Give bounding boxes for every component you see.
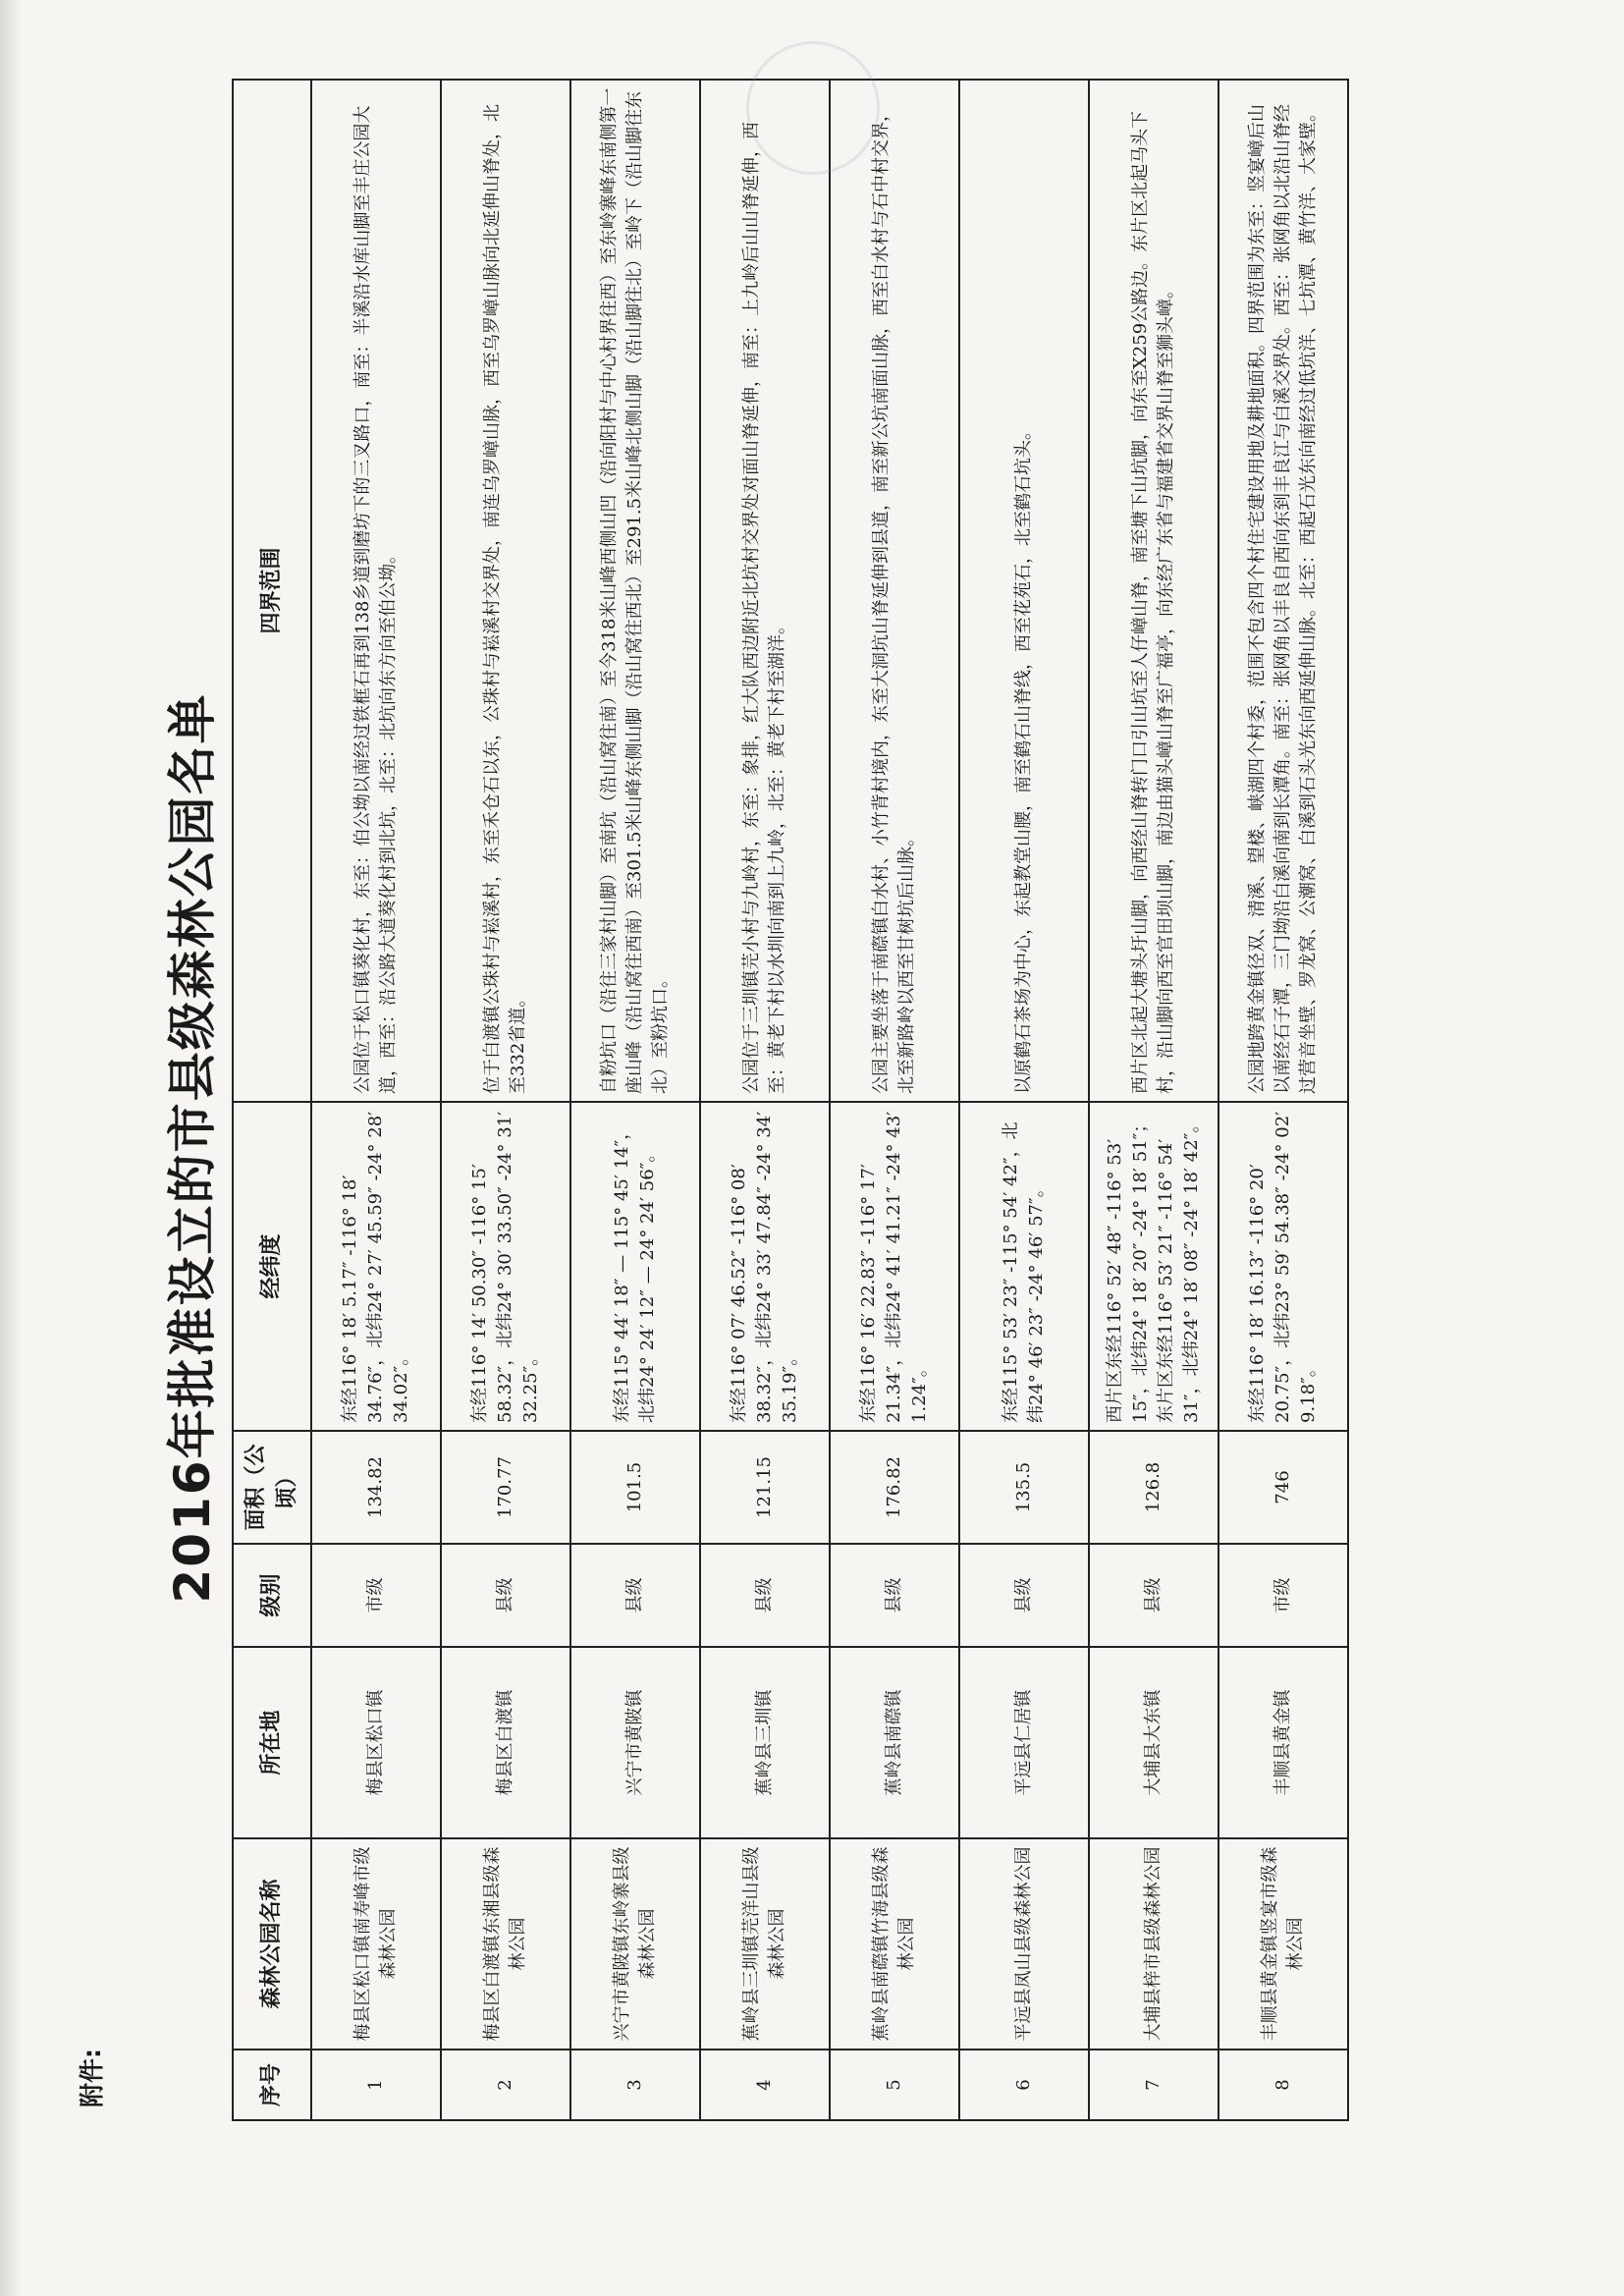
cell-area: 121.15 xyxy=(700,1431,830,1544)
cell-no: 5 xyxy=(830,2050,959,2120)
cell-name: 丰顺县黄金镇竖宴市级森林公园 xyxy=(1218,1838,1348,2050)
cell-location: 蕉岭县南磜镇 xyxy=(830,1647,959,1838)
cell-coords: 东经116° 18′ 5.17″ -116° 18′ 34.76″，北纬24° 27′ 45.59″ -24° 28′ 34.02″。 xyxy=(311,1102,441,1431)
cell-area: 176.82 xyxy=(830,1431,959,1544)
cell-boundary: 公园位于松口镇葵化村，东至：伯公坳以南经过铁框石再到138乡道到磨坊下的三叉路口，南至：半溪沿水库山脚至丰庄公园大道，西至：沿公路大道葵化村到北坑，北至：北坑向东方向至伯公坳。 xyxy=(311,80,441,1102)
cell-no: 6 xyxy=(959,2050,1089,2120)
cell-boundary: 以原鹤石茶场为中心，东起教堂山腰，南至鹤石山脊线，西至花苑石，北至鹤石坑头。 xyxy=(959,80,1089,1102)
cell-boundary: 自粉坑口（沿往三家村山脚）至南坑（沿山窝往南）至今318米山峰西侧山凹（沿向阳村与中心村界往西）至东岭寨峰东南侧第一座山峰（沿山窝往西南）至301.5米山峰东侧山脚（沿山窝往西北）至291.5米山峰北侧山脚（沿山脚往北）至岭下（沿山脚往东北）至粉坑口。 xyxy=(570,80,700,1102)
cell-location: 大埔县大东镇 xyxy=(1089,1647,1218,1838)
cell-coords: 东经116° 18′ 16.13″ -116° 20′ 20.75″，北纬23° 59′ 54.38″ -24° 02′ 9.18″。 xyxy=(1218,1102,1348,1431)
table-row xyxy=(570,80,700,2120)
faint-seal-mark xyxy=(746,41,880,175)
cell-location: 蕉岭县三圳镇 xyxy=(700,1647,830,1838)
cell-level: 县级 xyxy=(700,1544,830,1647)
table-row xyxy=(311,80,441,2120)
cell-no: 2 xyxy=(441,2050,570,2120)
cell-level: 县级 xyxy=(830,1544,959,1647)
document-title: 2016年批准设立的市县级森林公园名单 xyxy=(164,692,221,1604)
cell-area: 170.77 xyxy=(441,1431,570,1544)
cell-coords: 东经116° 07′ 46.52″ -116° 08′ 38.32″，北纬24° 33′ 47.84″ -24° 34′ 35.19″。 xyxy=(700,1102,830,1431)
cell-location: 梅县区白渡镇 xyxy=(441,1647,570,1838)
header-coords: 经纬度 xyxy=(233,1102,311,1431)
cell-location: 丰顺县黄金镇 xyxy=(1218,1647,1348,1838)
cell-no: 8 xyxy=(1218,2050,1348,2120)
cell-location: 平远县仁居镇 xyxy=(959,1647,1089,1838)
table-row xyxy=(1089,80,1218,2120)
cell-name: 梅县区白渡镇东湘县级森林公园 xyxy=(441,1838,570,2050)
cell-name: 大埔县梓市县级森林公园 xyxy=(1089,1838,1218,2050)
cell-area: 101.5 xyxy=(570,1431,700,1544)
cell-boundary: 公园地跨黄金镇径双、清溪、望楼、峡湖四个村委，范围不包含四个村住宅建设用地及耕地面积。四界范围为东至：竖宴嶂后山以南经石子潭，三门坳沿白溪向南到长潭角。南至：张网角以丰良自西向东到丰良江与白溪交界处。西至：张网角以北沿山脊经过营音坐壁、罗龙窝、公潮窝、白溪到石头光东向西延伸山脉。北至：西起石光东向南经过低坑洋、七坑潭、黄竹洋、大家壁。 xyxy=(1218,80,1348,1102)
cell-name: 蕉岭县三圳镇芫洋山县级森林公园 xyxy=(700,1838,830,2050)
cell-name: 兴宁市黄陂镇东岭寨县级森林公园 xyxy=(570,1838,700,2050)
cell-name: 蕉岭县南磜镇竹海县级森林公园 xyxy=(830,1838,959,2050)
cell-level: 市级 xyxy=(1218,1544,1348,1647)
header-no: 序号 xyxy=(233,2050,311,2120)
cell-coords: 东经115° 44′ 18″ — 115° 45′ 14″，北纬24° 24′ 12″ — 24° 24′ 56″。 xyxy=(570,1102,700,1431)
table-row xyxy=(959,80,1089,2120)
cell-name: 梅县区松口镇南寿峰市级森林公园 xyxy=(311,1838,441,2050)
cell-level: 县级 xyxy=(441,1544,570,1647)
header-location: 所在地 xyxy=(233,1647,311,1838)
cell-area: 134.82 xyxy=(311,1431,441,1544)
header-boundary: 四界范围 xyxy=(233,80,311,1102)
cell-no: 1 xyxy=(311,2050,441,2120)
cell-location: 梅县区松口镇 xyxy=(311,1647,441,1838)
table-row xyxy=(700,80,830,2120)
cell-level: 县级 xyxy=(1089,1544,1218,1647)
header-name: 森林公园名称 xyxy=(233,1838,311,2050)
cell-no: 4 xyxy=(700,2050,830,2120)
header-level: 级别 xyxy=(233,1544,311,1647)
cell-area: 126.8 xyxy=(1089,1431,1218,1544)
attachment-label: 附件: xyxy=(78,2049,106,2107)
table-row xyxy=(441,80,570,2120)
table-header-row xyxy=(233,80,311,2120)
cell-location: 兴宁市黄陂镇 xyxy=(570,1647,700,1838)
cell-level: 县级 xyxy=(570,1544,700,1647)
cell-boundary: 公园主要坐落于南磜镇白水村、小竹背村境内，东至大洞坑山脊延伸到县道，南至新公坑南面山脉，西至白水村与石中村交界，北至新路岭以西至甘树坑后山脉。 xyxy=(830,80,959,1102)
forest-park-table xyxy=(232,79,1349,2121)
cell-level: 县级 xyxy=(959,1544,1089,1647)
cell-area: 746 xyxy=(1218,1431,1348,1544)
cell-coords: 东经116° 14′ 50.30″ -116° 15′ 58.32″，北纬24° 30′ 33.50″ -24° 31′ 32.25″。 xyxy=(441,1102,570,1431)
table-row xyxy=(1218,80,1348,2120)
header-area: 面积（公顷） xyxy=(233,1431,311,1544)
cell-coords: 东经116° 16′ 22.83″ -116° 17′ 21.34″，北纬24° 41′ 41.21″ -24° 43′ 1.24″。 xyxy=(830,1102,959,1431)
cell-no: 7 xyxy=(1089,2050,1218,2120)
cell-boundary: 位于白渡镇公珠村与崧溪村，东至禾仓石以东，公珠村与崧溪村交界处，南连乌罗嶂山脉，西至乌罗嶂山脉向北延伸山脊处，北至332省道。 xyxy=(441,80,570,1102)
cell-coords: 西片区东经116° 52′ 48″ -116° 53′ 15″，北纬24° 18′ 20″ -24° 18′ 51″；东片区东经116° 53′ 21″ -116° 54′ 31″，北纬24° 18′ 08″ -24° 18′ 42″。 xyxy=(1089,1102,1218,1431)
cell-name: 平远县凤山县级森林公园 xyxy=(959,1838,1089,2050)
cell-area: 135.5 xyxy=(959,1431,1089,1544)
cell-coords: 东经115° 53′ 23″ -115° 54′ 42″，北纬24° 46′ 23″ -24° 46′ 57″。 xyxy=(959,1102,1089,1431)
cell-boundary: 公园位于三圳镇芫小村与九岭村，东至：象排，红大队西边附近北坑村交界处对面山脊延伸，南至：上九岭后山山脊延伸，西至：黄老下村以水圳向南到上九岭，北至：黄老下村至湖洋。 xyxy=(700,80,830,1102)
cell-no: 3 xyxy=(570,2050,700,2120)
cell-boundary: 西片区北起大塘头圩山脚，向西经山脊转门口引山坑至人仔嶂山脊，南至塘下山坑脚，向东至X259公路边。东片区北起马头下村，沿山脚向西至官田坝山脚，南边由猫头嶂山脊至广福亭，向东经广东省与福建省交界山脊至狮头嶂。 xyxy=(1089,80,1218,1102)
cell-level: 市级 xyxy=(311,1544,441,1647)
table-row xyxy=(830,80,959,2120)
